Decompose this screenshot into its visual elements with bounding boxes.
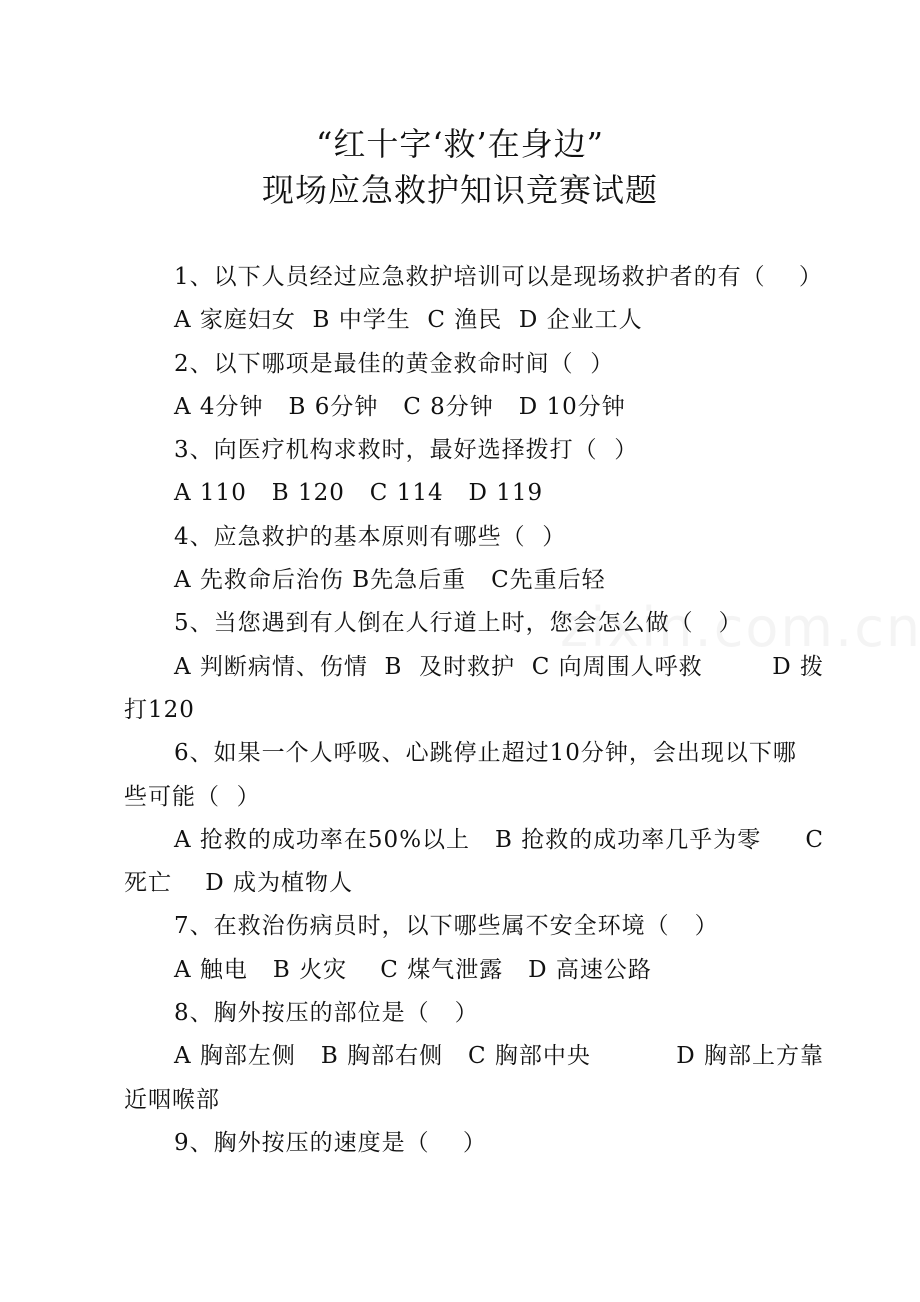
options-3: A 110 B 120 C 114 D 119 (174, 480, 544, 507)
options-5-left: A 判断病情、伤情 B 及时救护 C 向周围人呼救 (174, 653, 703, 680)
question-4: 4、应急救护的基本原则有哪些（ ） (174, 523, 567, 550)
options-5-continued: 打120 (124, 696, 195, 723)
options-7: A 触电 B 火灾 C 煤气泄露 D 高速公路 (174, 956, 652, 983)
question-9: 9、胸外按压的速度是（ ） (174, 1129, 487, 1156)
question-3: 3、向医疗机构求救时，最好选择拨打（ ） (174, 437, 639, 464)
options-1: A 家庭妇女 B 中学生 C 渔民 D 企业工人 (174, 307, 643, 334)
question-5: 5、当您遇到有人倒在人行道上时，您会怎么做（ ） (174, 610, 743, 637)
question-list (124, 256, 824, 1165)
options-8-left: A 胸部左侧 B 胸部右侧 C 胸部中央 (174, 1043, 591, 1070)
options-2: A 4分钟 B 6分钟 C 8分钟 D 10分钟 (174, 393, 626, 420)
options-6-left: A 抢救的成功率在50%以上 B 抢救的成功率几乎为零 (174, 826, 762, 853)
options-8-continued: 近咽喉部 (124, 1086, 220, 1113)
question-6-continued: 些可能（ ） (124, 783, 261, 810)
question-7: 7、在救治伤病员时，以下哪些属不安全环境（ ） (174, 913, 719, 940)
question-6: 6、如果一个人呼吸、心跳停止超过10分钟，会出现以下哪 (174, 740, 797, 767)
options-6 (124, 819, 824, 862)
title-line-2: 现场应急救护知识竞赛试题 (261, 171, 658, 209)
options-6-right: C (805, 826, 824, 853)
title-line-1: “红十字‘救’在身边” (315, 125, 605, 163)
options-8 (124, 1035, 824, 1078)
options-8-right: D 胸部上方靠 (676, 1043, 824, 1070)
options-5 (124, 646, 824, 689)
question-1: 1、以下人员经过应急救护培训可以是现场救护者的有（ ） (174, 264, 823, 290)
options-6-continued: 死亡 D 成为植物人 (124, 870, 353, 897)
options-5-right: D 拨 (772, 653, 824, 680)
question-8: 8、胸外按压的部位是（ ） (174, 1000, 479, 1027)
question-2: 2、以下哪项是最佳的黄金救命时间（ ） (174, 350, 615, 377)
options-4: A 先救命后治伤 B先急后重 C先重后轻 (174, 567, 606, 594)
